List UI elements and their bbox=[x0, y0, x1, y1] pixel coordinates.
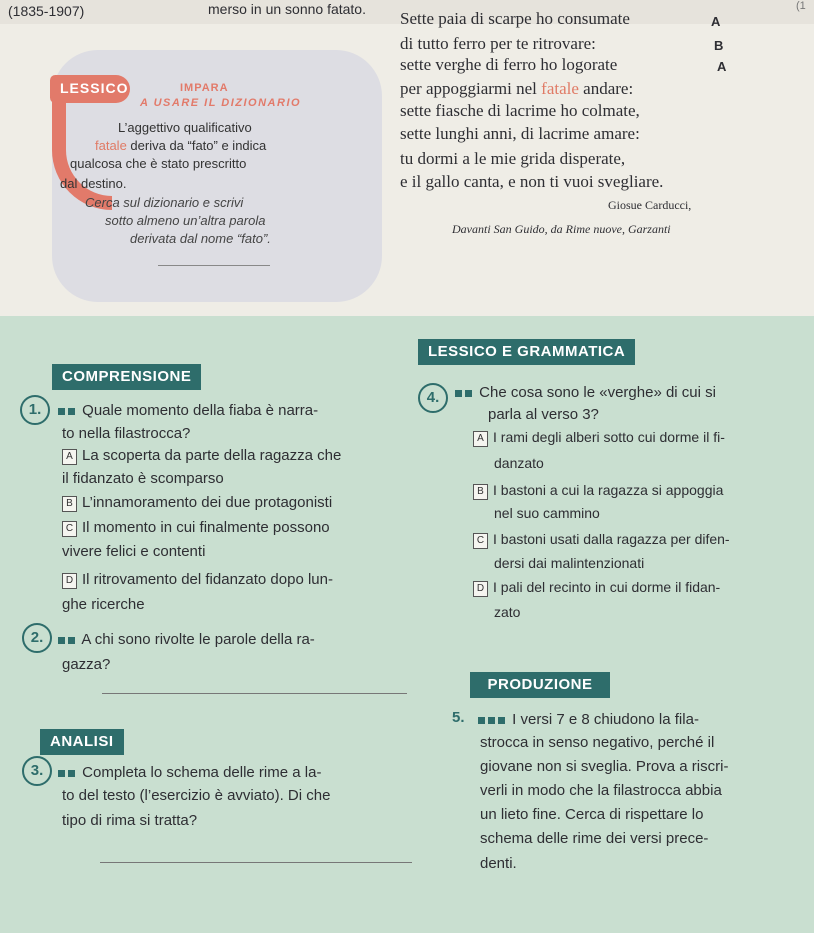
poem-line-6: sette lunghi anni, di lacrime amare: bbox=[400, 124, 640, 143]
q4-option-c-box[interactable]: C bbox=[473, 533, 488, 549]
page-corner-text: (1 bbox=[796, 0, 806, 12]
rhyme-letter-1: A bbox=[711, 14, 721, 29]
lessico-line-4: dal destino. bbox=[60, 176, 127, 191]
top-subtitle: merso in un sonno fatato. bbox=[208, 1, 366, 17]
question-4-text-2: parla al verso 3? bbox=[488, 406, 599, 423]
question-2-text-2: gazza? bbox=[62, 656, 111, 673]
poem-line-2: di tutto ferro per te ritrovare: bbox=[400, 34, 596, 53]
poem-source: Davanti San Guido, da Rime nuove, Garzanti bbox=[452, 222, 671, 236]
section-produzione: PRODUZIONE bbox=[470, 672, 610, 698]
q4-option-b-text-2: nel suo cammino bbox=[494, 505, 600, 521]
question-3-text-3: tipo di rima si tratta? bbox=[62, 812, 198, 829]
poem-line-5: sette fiasche di lacrime ho colmate, bbox=[400, 101, 640, 120]
question-5-text-5: un lieto fine. Cerca di rispettare lo bbox=[480, 806, 704, 823]
poem-line-8: e il gallo canta, e non ti vuoi svegliare. bbox=[400, 172, 664, 191]
question-2-text: A chi sono rivolte le parole della ra- bbox=[58, 631, 315, 648]
section-lessico-grammatica: LESSICO E GRAMMATICA bbox=[418, 339, 635, 365]
rhyme-letter-3: A bbox=[717, 59, 727, 74]
poem-author: Giosue Carducci, bbox=[608, 198, 692, 212]
q4-option-d-text[interactable]: I pali del recinto in cui dorme il fidan- bbox=[493, 579, 721, 595]
poem-line-7: tu dormi a le mie grida disperate, bbox=[400, 149, 626, 168]
poem-line-4: per appoggiarmi nel fatale andare: bbox=[400, 79, 634, 98]
author-dates: (1835-1907) bbox=[8, 3, 85, 19]
poem-line-1: Sette paia di scarpe ho consumate bbox=[400, 9, 630, 28]
poem-line-3: sette verghe di ferro ho logorate bbox=[400, 55, 618, 74]
question-5-text: I versi 7 e 8 chiudono la fila- bbox=[478, 711, 699, 728]
lessico-line-2: fatale deriva da “fato” e indica bbox=[95, 138, 267, 153]
lessico-impara: IMPARA bbox=[180, 82, 229, 94]
q4-option-d-box[interactable]: D bbox=[473, 581, 488, 597]
q1-option-c-text[interactable]: Il momento in cui finalmente possono bbox=[82, 519, 330, 536]
q4-option-b-box[interactable]: B bbox=[473, 484, 488, 500]
question-3-text: Completa lo schema delle rime a la- bbox=[58, 764, 321, 781]
q4-option-b-text[interactable]: I bastoni a cui la ragazza si appoggia bbox=[493, 482, 724, 498]
question-3-text-2: to del testo (l’esercizio è avviato). Di che bbox=[62, 787, 331, 804]
q1-option-d-text-2: ghe ricerche bbox=[62, 596, 145, 613]
q4-option-c-text-2: dersi dai malintenzionati bbox=[494, 555, 645, 571]
question-1-text-2: to nella filastrocca? bbox=[62, 425, 191, 442]
q1-option-d-box[interactable]: D bbox=[62, 573, 77, 589]
q4-option-a-box[interactable]: A bbox=[473, 431, 488, 447]
section-analisi: ANALISI bbox=[40, 729, 124, 755]
q1-option-a-box[interactable]: A bbox=[62, 449, 77, 465]
question-5-number: 5. bbox=[452, 709, 465, 726]
question-5-text-2: strocca in senso negativo, perché il bbox=[480, 734, 715, 751]
question-1-number: 1. bbox=[20, 395, 50, 425]
question-5-text-7: denti. bbox=[480, 855, 517, 872]
q1-option-b-text[interactable]: L’innamoramento dei due protagonisti bbox=[82, 494, 333, 511]
q1-option-a-text-2: il fidanzato è scomparso bbox=[62, 470, 224, 487]
q1-option-b-box[interactable]: B bbox=[62, 496, 77, 512]
q4-option-c-text[interactable]: I bastoni usati dalla ragazza per difen- bbox=[493, 531, 730, 547]
lessico-line-1: L’aggettivo qualificativo bbox=[118, 120, 252, 135]
lessico-title: LESSICO bbox=[60, 80, 129, 96]
question-5-text-4: verli in modo che la filastrocca abbia bbox=[480, 782, 722, 799]
q1-option-c-box[interactable]: C bbox=[62, 521, 77, 537]
question-2-answer-line[interactable] bbox=[102, 692, 407, 694]
question-4-number: 4. bbox=[418, 383, 448, 413]
question-5-text-3: giovane non si sveglia. Prova a riscri- bbox=[480, 758, 729, 775]
lessico-italic-3: derivata dal nome “fato”. bbox=[130, 231, 271, 246]
question-1-text: Quale momento della fiaba è narra- bbox=[58, 402, 318, 419]
lessico-line-3: qualcosa che è stato prescritto bbox=[70, 156, 247, 171]
q1-option-d-text[interactable]: Il ritrovamento del fidanzato dopo lun- bbox=[82, 571, 333, 588]
question-3-number: 3. bbox=[22, 756, 52, 786]
section-comprensione: COMPRENSIONE bbox=[52, 364, 201, 390]
q4-option-d-text-2: zato bbox=[494, 604, 521, 620]
q4-option-a-text-2: danzato bbox=[494, 455, 544, 471]
q4-option-a-text[interactable]: I rami degli alberi sotto cui dorme il fi- bbox=[493, 429, 725, 445]
rhyme-letter-2: B bbox=[714, 38, 724, 53]
q1-option-c-text-2: vivere felici e contenti bbox=[62, 543, 206, 560]
question-2-number: 2. bbox=[22, 623, 52, 653]
lessico-usare: A USARE IL DIZIONARIO bbox=[140, 97, 302, 109]
lessico-italic-1: Cerca sul dizionario e scrivi bbox=[85, 195, 244, 210]
lessico-italic-2: sotto almeno un’altra parola bbox=[105, 213, 266, 228]
lessico-answer-line bbox=[158, 265, 270, 266]
question-5-text-6: schema delle rime dei versi prece- bbox=[480, 830, 709, 847]
q1-option-a-text[interactable]: La scoperta da parte della ragazza che bbox=[82, 447, 342, 464]
question-3-answer-line[interactable] bbox=[100, 861, 412, 863]
question-4-text: Che cosa sono le «verghe» di cui si bbox=[455, 384, 716, 401]
